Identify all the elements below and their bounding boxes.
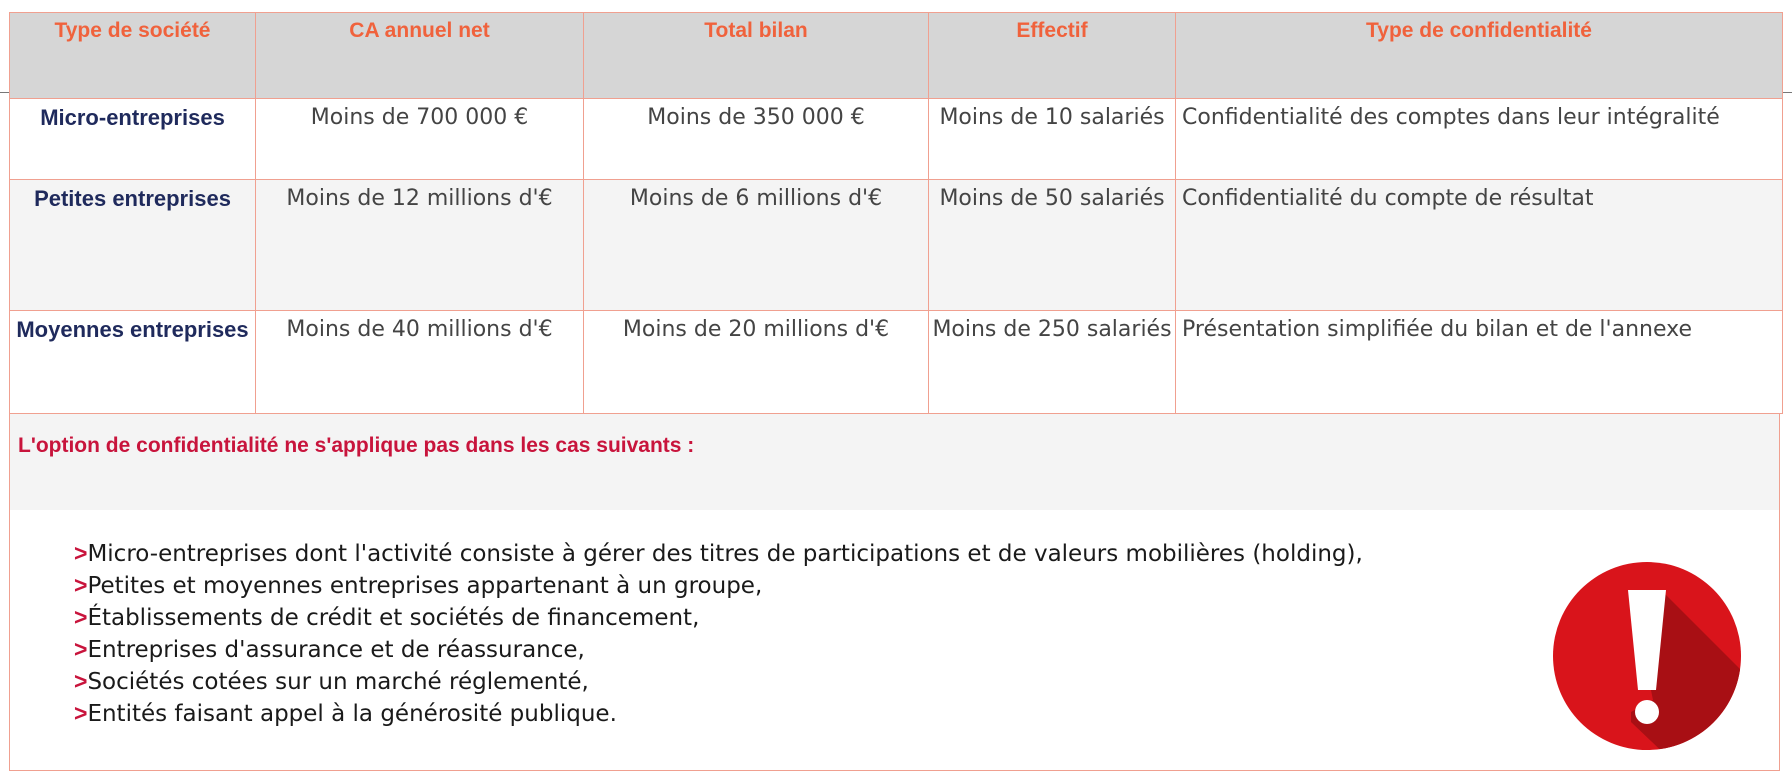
header-total-bilan: Total bilan [584, 13, 929, 99]
cell-bilan: Moins de 6 millions d'€ [584, 180, 929, 311]
list-item [74, 538, 1779, 570]
confidentiality-document [9, 12, 1782, 771]
exclusions-list [10, 510, 1779, 730]
list-item [74, 634, 1779, 666]
cell-company-type: Petites entreprises [10, 180, 256, 311]
cell-bilan: Moins de 20 millions d'€ [584, 311, 929, 414]
list-item-text: Micro-entreprises dont l'activité consiste à gérer des titres de participations et de valeurs mobilières (holding), [87, 541, 1363, 567]
table-row [10, 99, 1783, 180]
bullet-arrow-icon: > [74, 700, 88, 726]
header-ca-annuel: CA annuel net [256, 13, 584, 99]
exclamation-alert-icon [1553, 562, 1741, 750]
cell-ca: Moins de 700 000 € [256, 99, 584, 180]
bullet-arrow-icon: > [74, 540, 88, 566]
cell-confidentialite: Présentation simplifiée du bilan et de l'annexe [1176, 311, 1783, 414]
list-item [74, 666, 1779, 698]
table-row [10, 311, 1783, 414]
cell-ca: Moins de 12 millions d'€ [256, 180, 584, 311]
header-type-societe: Type de société [10, 13, 256, 99]
cell-confidentialite: Confidentialité des comptes dans leur intégralité [1176, 99, 1783, 180]
cell-effectif: Moins de 50 salariés [929, 180, 1176, 311]
cell-effectif: Moins de 250 salariés [929, 311, 1176, 414]
table-row [10, 180, 1783, 311]
bullet-arrow-icon: > [74, 636, 88, 662]
list-item-text: Sociétés cotées sur un marché réglementé, [87, 669, 589, 695]
list-item-text: Entreprises d'assurance et de réassurance, [87, 637, 585, 663]
cell-bilan: Moins de 350 000 € [584, 99, 929, 180]
bullet-arrow-icon: > [74, 572, 88, 598]
notice-title: L'option de confidentialité ne s'applique pas dans les cas suivants : [10, 414, 1779, 510]
bullet-arrow-icon: > [74, 604, 88, 630]
list-item-text: Établissements de crédit et sociétés de financement, [87, 605, 700, 631]
cell-company-type: Moyennes entreprises [10, 311, 256, 414]
cell-company-type: Micro-entreprises [10, 99, 256, 180]
header-type-confidentialite: Type de confidentialité [1176, 13, 1783, 99]
list-item-text: Petites et moyennes entreprises appartenant à un groupe, [87, 573, 763, 599]
list-item [74, 698, 1779, 730]
cell-effectif: Moins de 10 salariés [929, 99, 1176, 180]
list-item-text: Entités faisant appel à la générosité publique. [87, 701, 617, 727]
header-effectif: Effectif [929, 13, 1176, 99]
list-item [74, 602, 1779, 634]
list-item [74, 570, 1779, 602]
bullet-arrow-icon: > [74, 668, 88, 694]
company-size-table [9, 12, 1783, 414]
cell-confidentialite: Confidentialité du compte de résultat [1176, 180, 1783, 311]
cell-ca: Moins de 40 millions d'€ [256, 311, 584, 414]
exclusions-notice [9, 414, 1780, 771]
table-header-row [10, 13, 1783, 99]
